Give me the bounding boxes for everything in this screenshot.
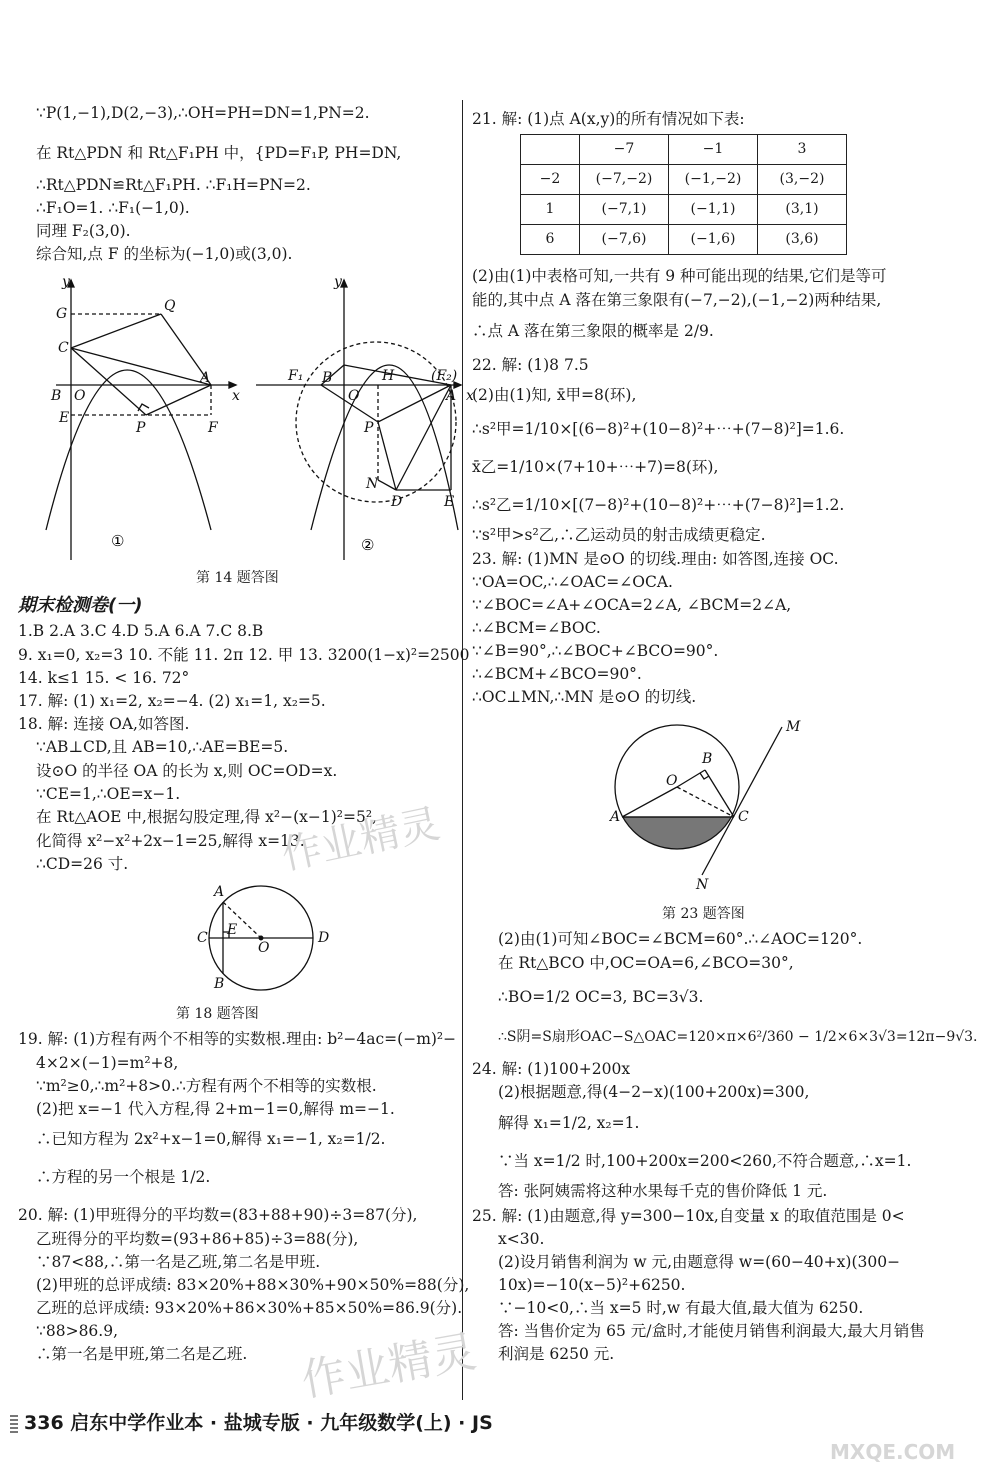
q24-line: (2)根据题意,得(4−2−x)(100+200x)=300, — [498, 1083, 810, 1101]
q21-line: 能的,其中点 A 落在第三象限有(−7,−2),(−1,−2)两种结果, — [472, 291, 882, 309]
fig23-label: O — [666, 773, 678, 789]
q21-line: ∴点 A 落在第三象限的概率是 2/9. — [472, 322, 714, 340]
fig14-label: E — [444, 494, 455, 510]
answer-line: 14. k≤1 15. < 16. 72° — [18, 669, 190, 687]
fig14-label: P — [364, 420, 374, 436]
fig18-label: E — [227, 922, 238, 938]
q22-line: (2)由(1)知, x̄甲=8(环), — [472, 386, 637, 404]
fig23-label: C — [738, 809, 749, 825]
column-divider — [462, 100, 463, 1400]
q18-line: ∵CE=1,∴OE=x−1. — [36, 785, 181, 803]
table-cell — [521, 135, 580, 165]
figure-23 — [602, 715, 822, 893]
watermark: MXQE.COM — [830, 1440, 956, 1464]
q20-line: 20. 解: (1)甲班得分的平均数=(83+88+90)÷3=87(分), — [18, 1206, 418, 1224]
fig14-label: O — [74, 388, 86, 404]
exam-title: 期末检测卷(一) — [18, 595, 143, 616]
fig14-label: Q — [164, 298, 176, 314]
table-cell: 3 — [758, 135, 847, 165]
q21-intro: 21. 解: (1)点 A(x,y)的所有情况如下表: — [472, 110, 745, 128]
watermark: 作业精灵 — [277, 800, 444, 880]
figure-caption: 第 23 题答图 — [662, 906, 745, 922]
q20-line: ∴第一名是甲班,第二名是乙班. — [36, 1345, 248, 1363]
fig14-label: O — [348, 388, 360, 404]
table-cell: (−7,6) — [580, 225, 669, 255]
fig14-label: E — [59, 410, 70, 426]
table-row — [521, 135, 847, 165]
q19-line: (2)把 x=−1 代入方程,得 2+m−1=0,解得 m=−1. — [36, 1100, 395, 1118]
table-cell: −7 — [580, 135, 669, 165]
table-cell: 1 — [521, 195, 580, 225]
fig14-label: x — [466, 388, 474, 404]
q20-line: ∵87<88,∴第一名是乙班,第二名是甲班. — [36, 1253, 321, 1271]
text-line: ∴F₁O=1. ∴F₁(−1,0). — [36, 199, 190, 217]
fig14-label: A — [446, 388, 457, 404]
q23-line: ∵OA=OC,∴∠OAC=∠OCA. — [472, 573, 673, 591]
text-line: ∵P(1,−1),D(2,−3),∴OH=PH=DN=1,PN=2. — [36, 104, 370, 122]
q22-line: ∵s²甲>s²乙,∴乙运动员的射击成绩更稳定. — [472, 526, 766, 544]
fig14-label: F — [208, 420, 218, 436]
table-row — [521, 225, 847, 255]
fig18-label: O — [258, 940, 270, 956]
q23-line: 23. 解: (1)MN 是⊙O 的切线.理由: 如答图,连接 OC. — [472, 550, 839, 568]
table-cell: (−1,6) — [669, 225, 758, 255]
q23b-line: 在 Rt△BCO 中,OC=OA=6,∠BCO=30°, — [498, 954, 794, 972]
q23-line: ∵∠B=90°,∴∠BOC+∠BCO=90°. — [472, 642, 719, 660]
fig23-label: A — [610, 809, 621, 825]
q18-line: ∴CD=26 寸. — [36, 855, 129, 873]
q20-line: 乙班的总评成绩: 93×20%+86×30%+85×50%=86.9(分). — [36, 1299, 463, 1317]
figure-18 — [161, 880, 351, 995]
footer-bars-icon — [10, 1415, 18, 1433]
q25-line: x<30. — [498, 1230, 545, 1248]
q25-line: (2)设月销售利润为 w 元,由题意得 w=(60−40+x)(300− — [498, 1253, 901, 1271]
text-line: 同理 F₂(3,0). — [36, 222, 131, 240]
table-cell: (3,−2) — [758, 165, 847, 195]
fig14-label: C — [58, 340, 69, 356]
fig18-label: A — [214, 884, 225, 900]
table-cell: (3,1) — [758, 195, 847, 225]
q18-line: 18. 解: 连接 OA,如答图. — [18, 715, 190, 733]
text-line: ∴Rt△PDN≌Rt△F₁PH. ∴F₁H=PN=2. — [36, 176, 311, 194]
q23-line: ∴∠BCM+∠BCO=90°. — [472, 665, 642, 683]
fig14-sub-label-1: ① — [111, 532, 125, 550]
table-cell: (−7,−2) — [580, 165, 669, 195]
q22-line: 22. 解: (1)8 7.5 — [472, 356, 589, 374]
fig23-label: N — [696, 877, 709, 893]
page-number: 336 — [24, 1412, 64, 1434]
q20-line: (2)甲班的总评成绩: 83×20%+88×30%+90×50%=88(分), — [36, 1276, 470, 1294]
fig14-label: F₁ — [288, 368, 304, 384]
fig14-label: B — [51, 388, 62, 404]
q18-line: ∵AB⊥CD,且 AB=10,∴AE=BE=5. — [36, 738, 289, 756]
fig14-label: x — [232, 388, 240, 404]
q23-line: ∵∠BOC=∠A+∠OCA=2∠A, ∠BCM=2∠A, — [472, 596, 792, 614]
fig14-label: y — [334, 274, 342, 290]
page-footer — [10, 1408, 493, 1435]
q23-line: ∴OC⊥MN,∴MN 是⊙O 的切线. — [472, 688, 697, 706]
q19-line: 4×2×(−1)=m²+8, — [36, 1054, 179, 1072]
fig14-label: H — [382, 368, 395, 384]
q25-line: 答: 当售价定为 65 元/盒时,才能使月销售利润最大,最大月销售 — [498, 1322, 925, 1340]
q23-line: ∴∠BCM=∠BOC. — [472, 619, 601, 637]
fig18-label: B — [214, 976, 225, 992]
fig23-label: B — [702, 751, 713, 767]
table-cell: (−7,1) — [580, 195, 669, 225]
q19-line: 19. 解: (1)方程有两个不相等的实数根.理由: b²−4ac=(−m)²− — [18, 1030, 457, 1048]
q18-line: 设⊙O 的半径 OA 的长为 x,则 OC=OD=x. — [36, 762, 338, 780]
table-row — [521, 165, 847, 195]
answer-line: 1.B 2.A 3.C 4.D 5.A 6.A 7.C 8.B — [18, 622, 264, 640]
q19-line: ∴方程的另一个根是 1/2. — [36, 1168, 211, 1186]
q20-line: 乙班得分的平均数=(93+86+85)÷3=88(分), — [36, 1230, 359, 1248]
fig14-label: P — [136, 420, 146, 436]
figure-caption: 第 18 题答图 — [176, 1006, 259, 1022]
fig14-sub-label-2: ② — [361, 536, 375, 554]
fig14-label: B — [322, 370, 333, 386]
q23b-line: ∴BO=1/2 OC=3, BC=3√3. — [498, 988, 704, 1006]
fig23-label: M — [786, 719, 801, 735]
q24-line: 24. 解: (1)100+200x — [472, 1060, 631, 1078]
fig14-label: A — [200, 370, 211, 386]
q25-line: ∵−10<0,∴当 x=5 时,w 有最大值,最大值为 6250. — [498, 1299, 864, 1317]
table-cell: −2 — [521, 165, 580, 195]
fig18-label: D — [318, 930, 330, 946]
q21-line: (2)由(1)中表格可知,一共有 9 种可能出现的结果,它们是等可 — [472, 267, 887, 285]
q24-line: 解得 x₁=1/2, x₂=1. — [498, 1114, 640, 1132]
q18-line: 化简得 x²−x²+2x−1=25,解得 x=13. — [36, 832, 305, 850]
fig14-label: G — [56, 306, 68, 322]
fig14-label: (F₂) — [431, 368, 458, 384]
q25-line: 10x)=−10(x−5)²+6250. — [498, 1276, 686, 1294]
q19-line: ∴已知方程为 2x²+x−1=0,解得 x₁=−1, x₂=1/2. — [36, 1130, 386, 1148]
fig14-label: y — [62, 274, 70, 290]
table-cell: (−1,1) — [669, 195, 758, 225]
table-cell: 6 — [521, 225, 580, 255]
q19-line: ∵m²≥0,∴m²+8>0.∴方程有两个不相等的实数根. — [36, 1077, 377, 1095]
text-line: 在 Rt△PDN 和 Rt△F₁PH 中，{PD=F₁P, PH=DN, — [36, 144, 402, 162]
q20-line: ∵88>86.9, — [36, 1322, 119, 1340]
answer-line: 17. 解: (1) x₁=2, x₂=−4. (2) x₁=1, x₂=5. — [18, 692, 326, 710]
q25-line: 25. 解: (1)由题意,得 y=300−10x,自变量 x 的取值范围是 0< — [472, 1207, 905, 1225]
q24-line: ∵当 x=1/2 时,100+200x=200<260,不符合题意,∴x=1. — [498, 1152, 912, 1170]
answer-line: 9. x₁=0, x₂=3 10. 不能 11. 2π 12. 甲 13. 3200(1−x)²=2500 — [18, 646, 470, 664]
q18-line: 在 Rt△AOE 中,根据勾股定理,得 x²−(x−1)²=5², — [36, 808, 378, 826]
q24-line: 答: 张阿姨需将这种水果每千克的售价降低 1 元. — [498, 1182, 828, 1200]
q25-line: 利润是 6250 元. — [498, 1345, 615, 1363]
figure-caption: 第 14 题答图 — [196, 570, 279, 586]
q21-table — [520, 134, 847, 255]
figure-14 — [26, 270, 474, 560]
text-line: 综合知,点 F 的坐标为(−1,0)或(3,0). — [36, 245, 293, 263]
fig14-label: N — [366, 476, 379, 492]
fig18-label: C — [197, 930, 208, 946]
q23b-line: (2)由(1)可知∠BOC=∠BCM=60°.∴∠AOC=120°. — [498, 930, 863, 948]
q22-line: ∴s²甲=1/10×[(6−8)²+(10−8)²+⋯+(7−8)²]=1.6. — [472, 420, 845, 438]
fig14-label: D — [391, 494, 403, 510]
q22-line: ∴s²乙=1/10×[(7−8)²+(10−8)²+⋯+(7−8)²]=1.2. — [472, 496, 845, 514]
q22-line: x̄乙=1/10×(7+10+⋯+7)=8(环), — [472, 458, 719, 476]
book-title: 启东中学作业本 · 盐城专版 · 九年级数学(上) · JS — [70, 1412, 493, 1434]
table-row — [521, 195, 847, 225]
q23b-line: ∴S阴=S扇形OAC−S△OAC=120×π×6²/360 − 1/2×6×3√3=12π−9√3. — [498, 1029, 978, 1045]
table-cell: (−1,−2) — [669, 165, 758, 195]
table-cell: (3,6) — [758, 225, 847, 255]
table-cell: −1 — [669, 135, 758, 165]
watermark: 作业精灵 — [297, 1326, 480, 1407]
